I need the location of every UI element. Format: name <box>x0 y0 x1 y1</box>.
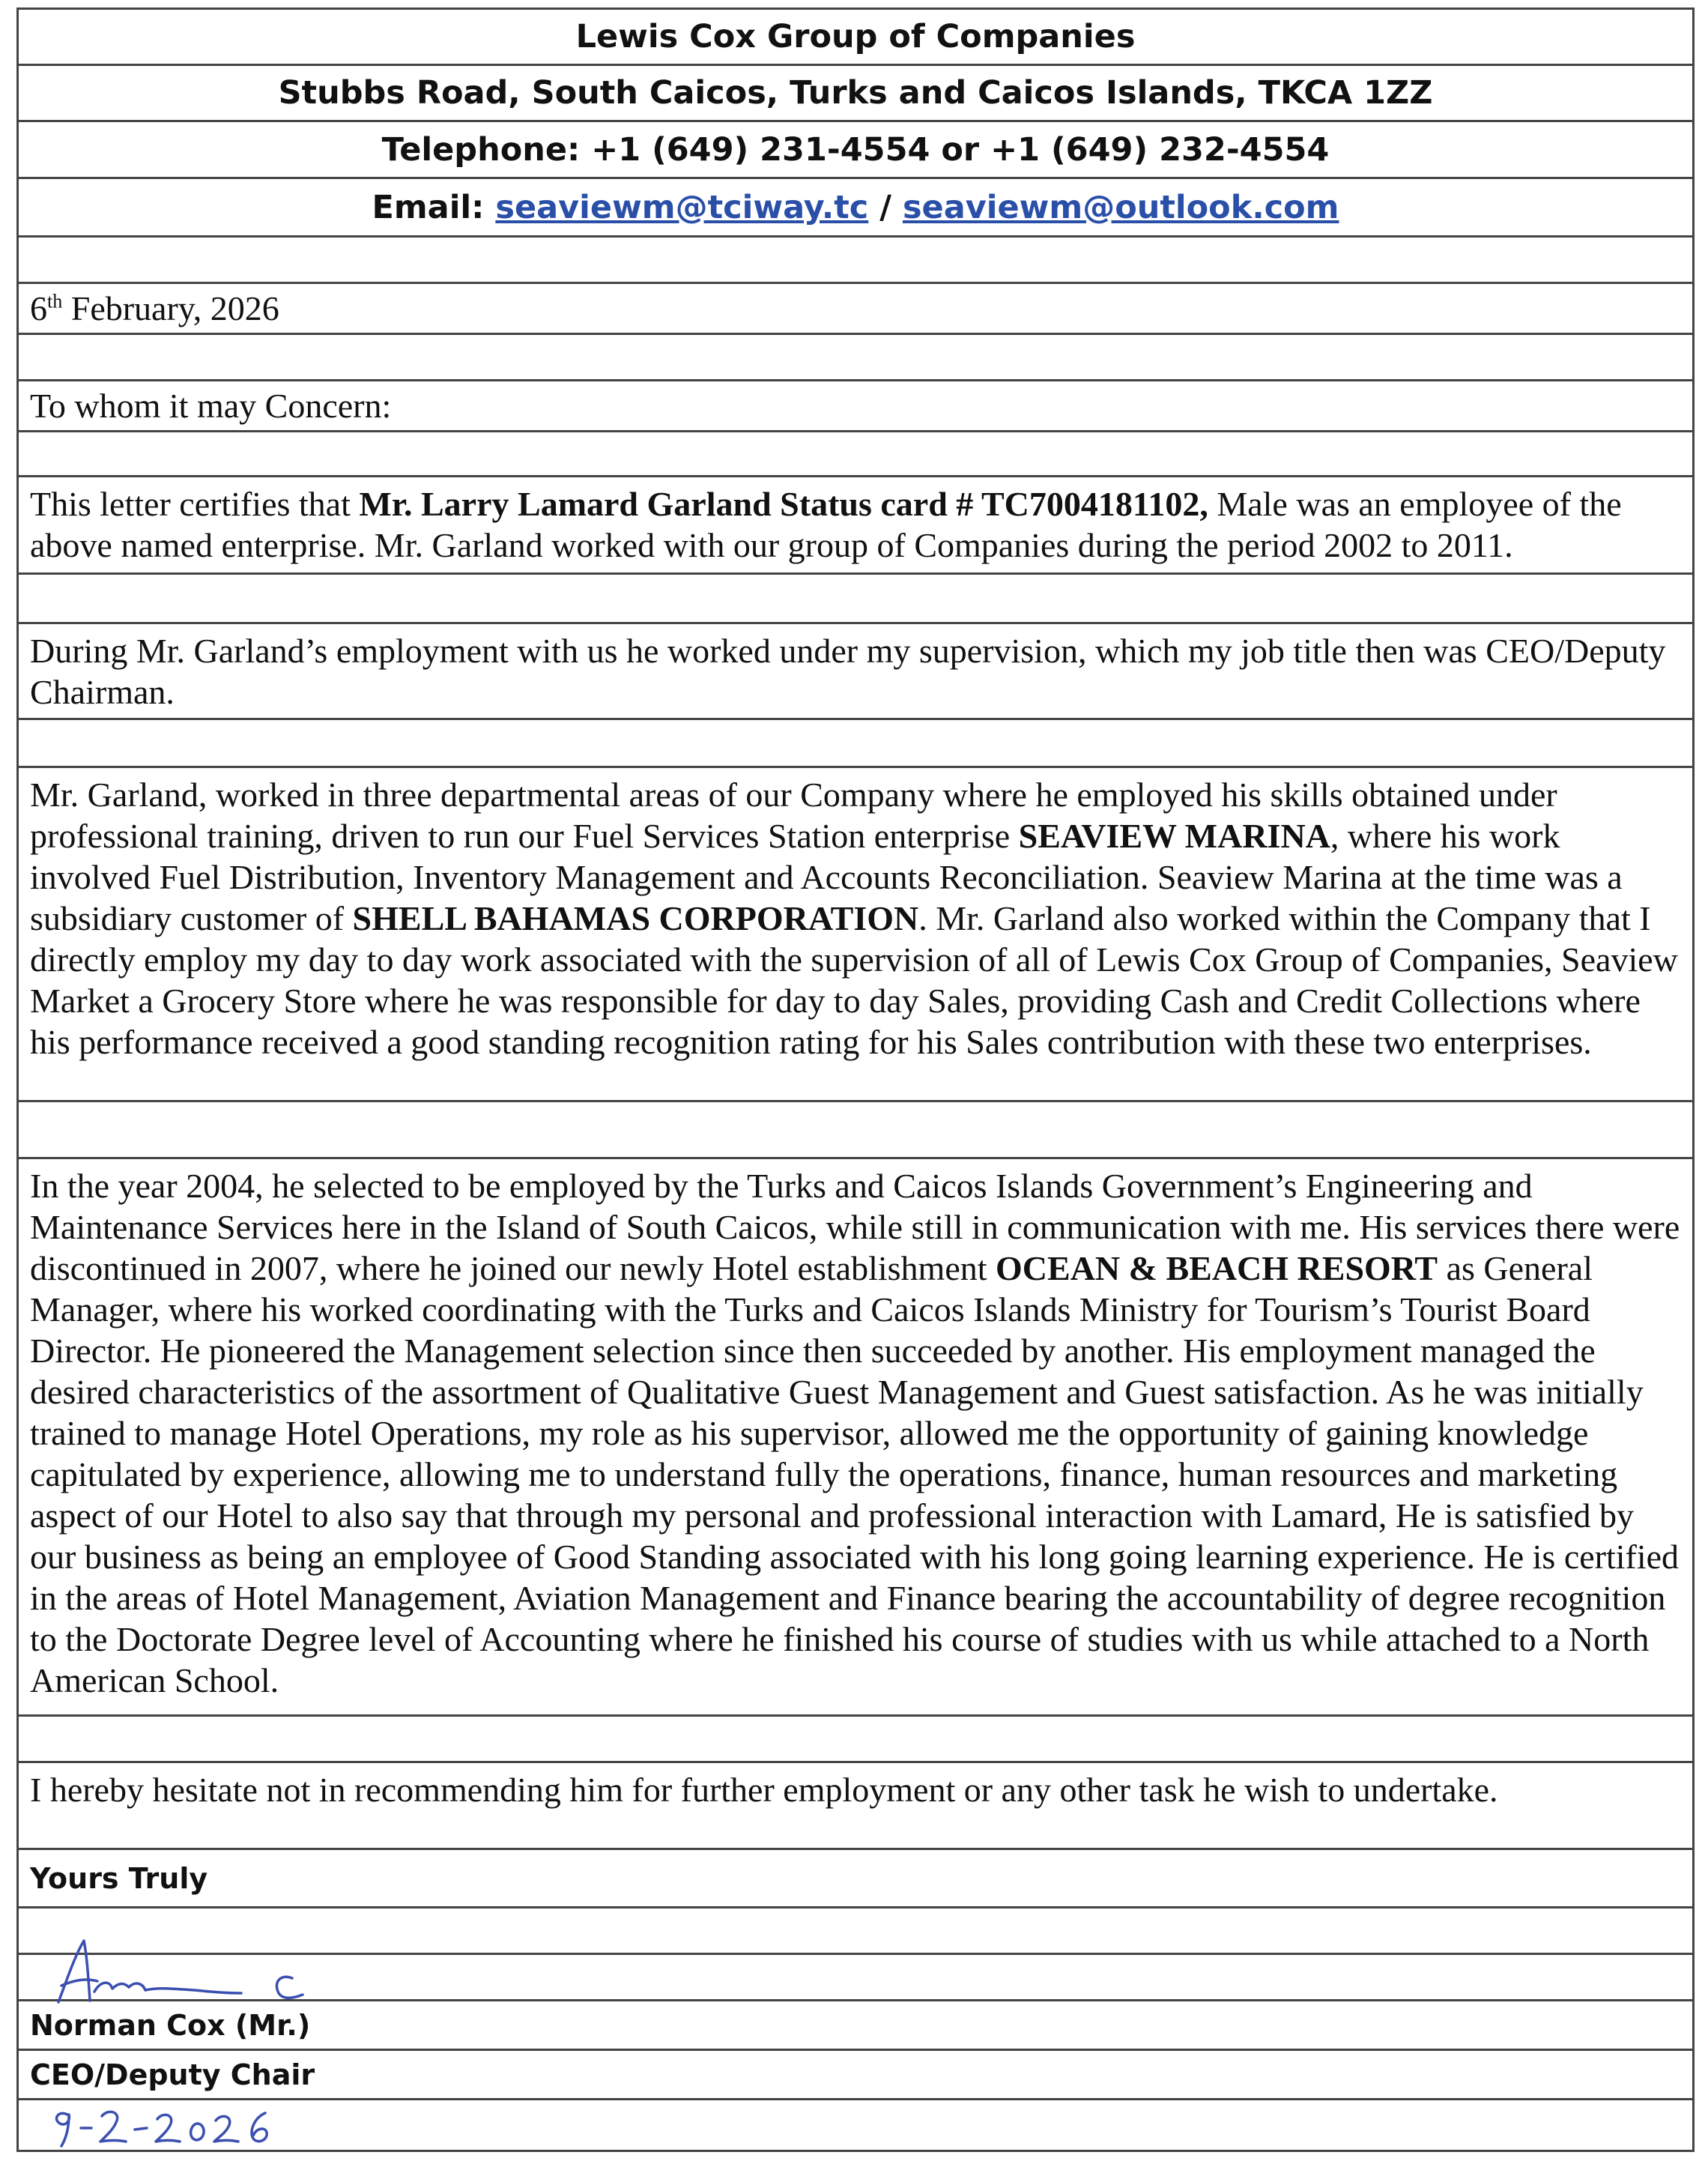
blank-row <box>16 235 1695 282</box>
email-separator: / <box>879 188 891 226</box>
blank-row <box>16 1100 1695 1157</box>
blank-row <box>16 572 1695 622</box>
hotel-career-text: In the year 2004, he selected to be employed by the Turks and Caicos Islands Government’s Engineering and Maintenance Services here in the Island of South Caicos, while still in communication with me. His services there were discontinued in 2007, where he joined our newly Hotel establishment OCEAN & BEACH RESORT as General Manager, where his worked coordinating with the Turks and Caicos Islands Ministry for Tourism’s Tourist Board Director. He pioneered the Management selection since then succeeded by another. His employment managed the desired characteristics of the assortment of Qualitative Guest Management and Guest satisfaction. As he was initially trained to manage Hotel Operations, my role as his supervisor, allowed me the opportunity of gaining knowledge capitulated by experience, allowing me to understand fully the operations, finance, human resources and marketing aspect of our Hotel to also say that through my personal and professional interaction with Lamard, He is satisfied by our business as being an employee of Good Standing associated with his long going learning experience. He is certified in the areas of Hotel Management, Aviation Management and Finance bearing the accountability of degree recognition to the Doctorate Degree level of Accounting where he finished his course of studies with us while attached to a North American School. <box>30 1167 1680 1699</box>
signatory-title-row <box>16 2049 1695 2098</box>
blank-row <box>16 430 1695 475</box>
paragraph-hotel-career <box>16 1157 1695 1714</box>
salutation-row <box>16 379 1695 430</box>
handwritten-date-image <box>45 2098 292 2152</box>
letter-date: 6th February, 2026 <box>30 289 279 327</box>
email-label: Email: <box>372 188 485 226</box>
paragraph-certification <box>16 475 1695 572</box>
email-link-outlook[interactable]: seaviewm@outlook.com <box>902 188 1339 226</box>
address-row <box>16 64 1695 120</box>
signature-image <box>45 1933 330 2008</box>
blank-row <box>16 718 1695 766</box>
blank-row <box>16 333 1695 379</box>
blank-row <box>16 1714 1695 1761</box>
company-address: Stubbs Road, South Caicos, Turks and Caicos Islands, TKCA 1ZZ <box>278 74 1433 112</box>
certification-text: This letter certifies that Mr. Larry Lamard Garland Status card # TC7004181102, Male was an employee of the above named enterprise. Mr. Garland worked with our group of Companies during the period 2002 to 2011. <box>30 485 1622 564</box>
yours-truly-row <box>16 1848 1695 1906</box>
departments-text: Mr. Garland, worked in three departmental areas of our Company where he employed his skills obtained under professional training, driven to run our Fuel Services Station enterprise SEAVIEW MARINA, where his work involved Fuel Distribution, Inventory Management and Accounts Reconciliation. Seaview Marina at the time was a subsidiary customer of SHELL BAHAMAS CORPORATION. Mr. Garland also worked within the Company that I directly employ my day to day work associated with the supervision of all of Lewis Cox Group of Companies, Seaview Market a Grocery Store where he was responsible for day to day Sales, providing Cash and Credit Collections where his performance received a good standing recognition rating for his Sales contribution with these two enterprises. <box>30 776 1678 1061</box>
telephone-row <box>16 120 1695 177</box>
signatory-title: CEO/Deputy Chair <box>30 2058 315 2091</box>
company-telephone: Telephone: +1 (649) 231-4554 or +1 (649) 232-4554 <box>381 130 1330 169</box>
yours-truly: Yours Truly <box>30 1861 208 1895</box>
salutation: To whom it may Concern: <box>30 387 392 425</box>
company-name: Lewis Cox Group of Companies <box>575 18 1136 55</box>
company-name-row <box>16 7 1695 64</box>
supervision-text: During Mr. Garland’s employment with us he worked under my supervision, which my job title then was CEO/Deputy Chairman. <box>30 632 1666 711</box>
email-link-tciway[interactable]: seaviewm@tciway.tc <box>495 188 869 226</box>
date-row <box>16 282 1695 333</box>
paragraph-recommendation <box>16 1761 1695 1848</box>
signatory-name: Norman Cox (Mr.) <box>30 2008 311 2042</box>
paragraph-supervision <box>16 622 1695 718</box>
paragraph-departments <box>16 766 1695 1100</box>
employee-name-status: Mr. Larry Lamard Garland Status card # TC7004181102, <box>359 485 1208 523</box>
recommendation-text: I hereby hesitate not in recommending him for further employment or any other task he wish to undertake. <box>30 1771 1498 1809</box>
email-row <box>16 177 1695 235</box>
